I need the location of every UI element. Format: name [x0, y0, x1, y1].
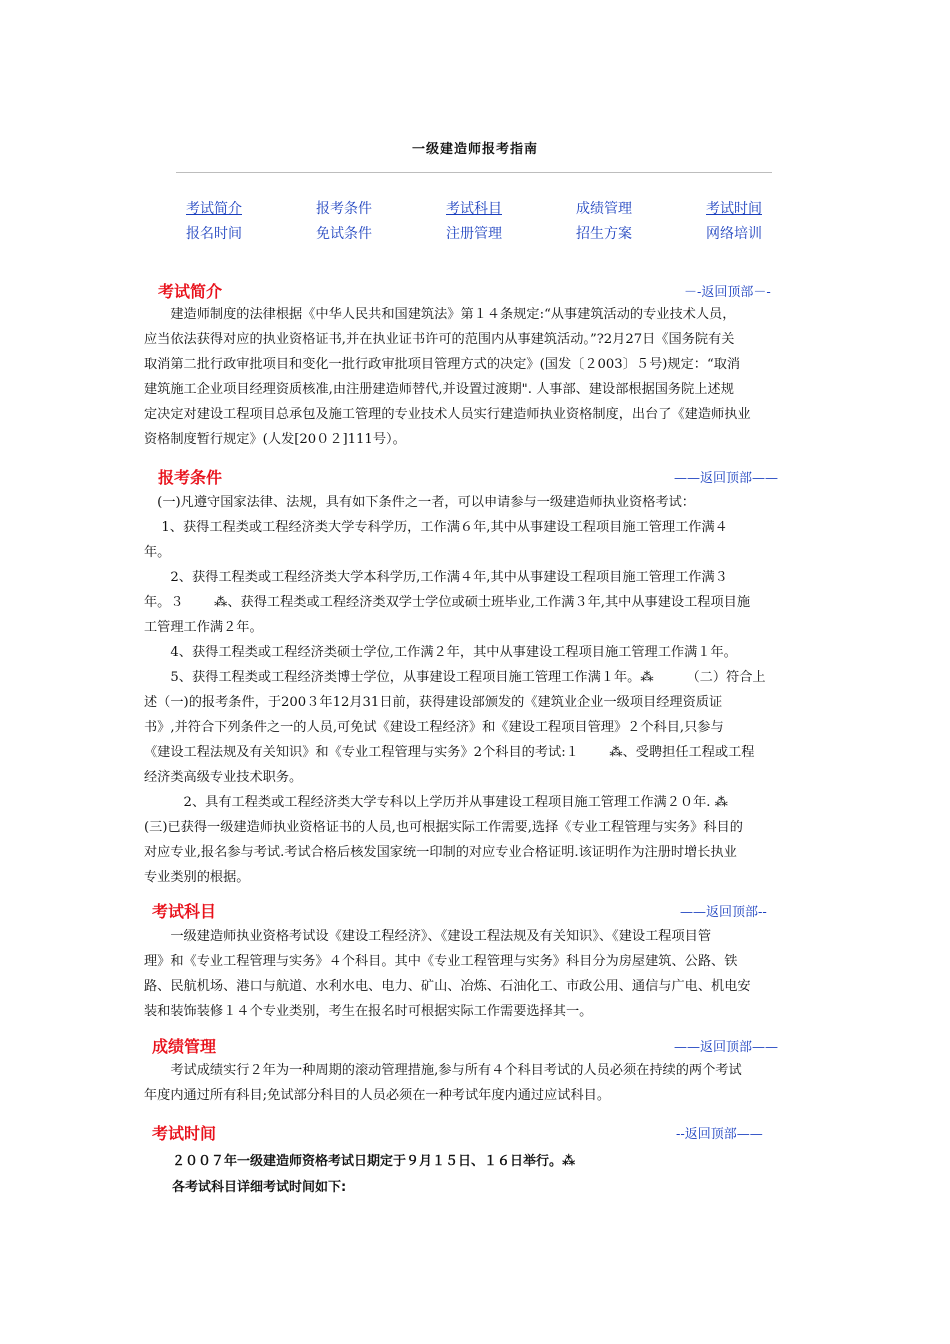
back-to-top-link[interactable]: －-返回顶部－- — [684, 285, 771, 300]
back-to-top-link[interactable]: ——返回顶部-- — [680, 905, 767, 920]
nav-link-online-training[interactable]: 网络培训 — [706, 226, 762, 242]
nav-link-subjects[interactable]: 考试科目 — [446, 201, 502, 217]
text-line: 路、民航机场、港口与航道、水利水电、电力、矿山、冶炼、石油化工、市政公用、通信与广电、机电安 — [144, 979, 751, 994]
text-line: 工管理工作满２年。 — [144, 620, 263, 635]
nav-link-conditions[interactable]: 报考条件 — [316, 201, 372, 217]
text-line: 《建设工程法规及有关知识》和《专业工程管理与实务》2个科目的考试:１ ⁂、受聘担任工程或工程 — [144, 745, 755, 760]
intro-paragraph — [144, 302, 808, 452]
section-heading-subjects: 考试科目 — [152, 902, 217, 921]
section-heading-scores: 成绩管理 — [152, 1037, 217, 1056]
text-line: 装和装饰装修１４个专业类别，考生在报名时可根据实际工作需要选择其一。 — [144, 1004, 593, 1019]
section-nav — [186, 200, 786, 244]
text-line: 年度内通过所有科目;免试部分科目的人员必须在一种考试年度内通过应试科目。 — [144, 1088, 611, 1103]
text-line: 理》和《专业工程管理与实务》４个科目。其中《专业工程管理与实务》科目分为房屋建筑、公路、铁 — [144, 954, 738, 969]
exam-date-line: ２００７年一级建造师资格考试日期定于９月１５日、１６日举行。⁂ — [172, 1154, 576, 1169]
text-line: (一)凡遵守国家法律、法规，具有如下条件之一者，可以申请参与一级建造师执业资格考试： — [144, 495, 695, 510]
page-title: 一级建造师报考指南 — [411, 142, 538, 157]
text-line: (三)已获得一级建造师执业资格证书的人员,也可根据实际工作需要,选择《专业工程管理与实务》科目的 — [144, 820, 743, 835]
text-line: 述（一)的报考条件，于200３年12月31日前，获得建设部颁发的《建筑业企业一级项目经理资质证 — [144, 695, 723, 710]
scores-paragraph — [144, 1058, 808, 1108]
title-divider — [176, 172, 772, 173]
exam-schedule-intro: 各考试科目详细考试时间如下: — [172, 1180, 347, 1195]
text-line: 经济类高级专业技术职务。 — [144, 770, 303, 785]
nav-link-registration-mgmt[interactable]: 注册管理 — [446, 226, 502, 242]
text-line: 考试成绩实行２年为一种周期的滚动管理措施,参与所有４个科目考试的人员必须在持续的两个考试 — [144, 1063, 742, 1078]
section-heading-conditions: 报考条件 — [158, 468, 223, 487]
conditions-paragraph — [144, 490, 808, 890]
subjects-paragraph — [144, 924, 808, 1024]
text-line: 4、获得工程类或工程经济类硕士学位,工作满２年，其中从事建设工程项目施工管理工作满１年。 — [144, 645, 737, 660]
back-to-top-link[interactable]: ——返回顶部—— — [674, 471, 779, 486]
text-line: 年。 — [144, 545, 171, 560]
text-line: 1、获得工程类或工程经济类大学专科学历，工作满６年,其中从事建设工程项目施工管理工作满４ — [144, 520, 728, 535]
text-line: 2、具有工程类或工程经济类大学专科以上学历并从事建设工程项目施工管理工作满２０年. ⁂ — [144, 795, 728, 810]
text-line: 对应专业,报名参与考试.考试合格后核发国家统一印制的对应专业合格证明.该证明作为注册时增长执业 — [144, 845, 737, 860]
text-line: 建造师制度的法律根据《中华人民共和国建筑法》第１４条规定:“从事建筑活动的专业技术人员， — [144, 307, 736, 322]
nav-link-registration-time[interactable]: 报名时间 — [186, 226, 242, 242]
section-heading-intro: 考试简介 — [158, 282, 223, 301]
text-line: 专业类别的根据。 — [144, 870, 250, 885]
text-line: 书》,并符合下列条件之一的人员,可免试《建设工程经济》和《建设工程项目管理》２个科目,只参与 — [144, 720, 724, 735]
text-line: 取消第二批行政审批项目和变化一批行政审批项目管理方式的决定》(国发〔２003〕５号)规定：“取消 — [144, 357, 741, 372]
text-line: 年。３ ⁂、获得工程类或工程经济类双学士学位或硕士班毕业,工作满３年,其中从事建设工程项目施 — [144, 595, 751, 610]
text-line: 2、获得工程类或工程经济类大学本科学历,工作满４年,其中从事建设工程项目施工管理工作满３ — [144, 570, 728, 585]
nav-link-enrollment-plan[interactable]: 招生方案 — [576, 226, 632, 242]
back-to-top-link[interactable]: ——返回顶部—— — [674, 1040, 779, 1055]
text-line: 一级建造师执业资格考试设《建设工程经济》、《建设工程法规及有关知识》、《建设工程项目管 — [144, 929, 712, 944]
nav-link-scores[interactable]: 成绩管理 — [576, 201, 632, 217]
back-to-top-link[interactable]: --返回顶部—— — [676, 1127, 763, 1142]
nav-link-intro[interactable]: 考试简介 — [186, 201, 242, 217]
text-line: 应当依法获得对应的执业资格证书,并在执业证书许可的范围内从事建筑活动。”?2月27日《国务院有关 — [144, 332, 735, 347]
nav-link-exemption[interactable]: 免试条件 — [316, 226, 372, 242]
text-line: 建筑施工企业项目经理资质核准,由注册建造师替代,并设置过渡期". 人事部、建设部根据国务院上述规 — [144, 382, 734, 397]
text-line: 5、获得工程类或工程经济类博士学位，从事建设工程项目施工管理工作满１年。⁂ （二）符合上 — [144, 670, 766, 685]
section-heading-exam-time: 考试时间 — [152, 1124, 217, 1143]
text-line: 资格制度暂行规定》(人发[20０２]111号）。 — [144, 432, 406, 447]
text-line: 定决定对建设工程项目总承包及施工管理的专业技术人员实行建造师执业资格制度，出台了《建造师执业 — [144, 407, 751, 422]
nav-link-exam-time[interactable]: 考试时间 — [706, 201, 762, 217]
